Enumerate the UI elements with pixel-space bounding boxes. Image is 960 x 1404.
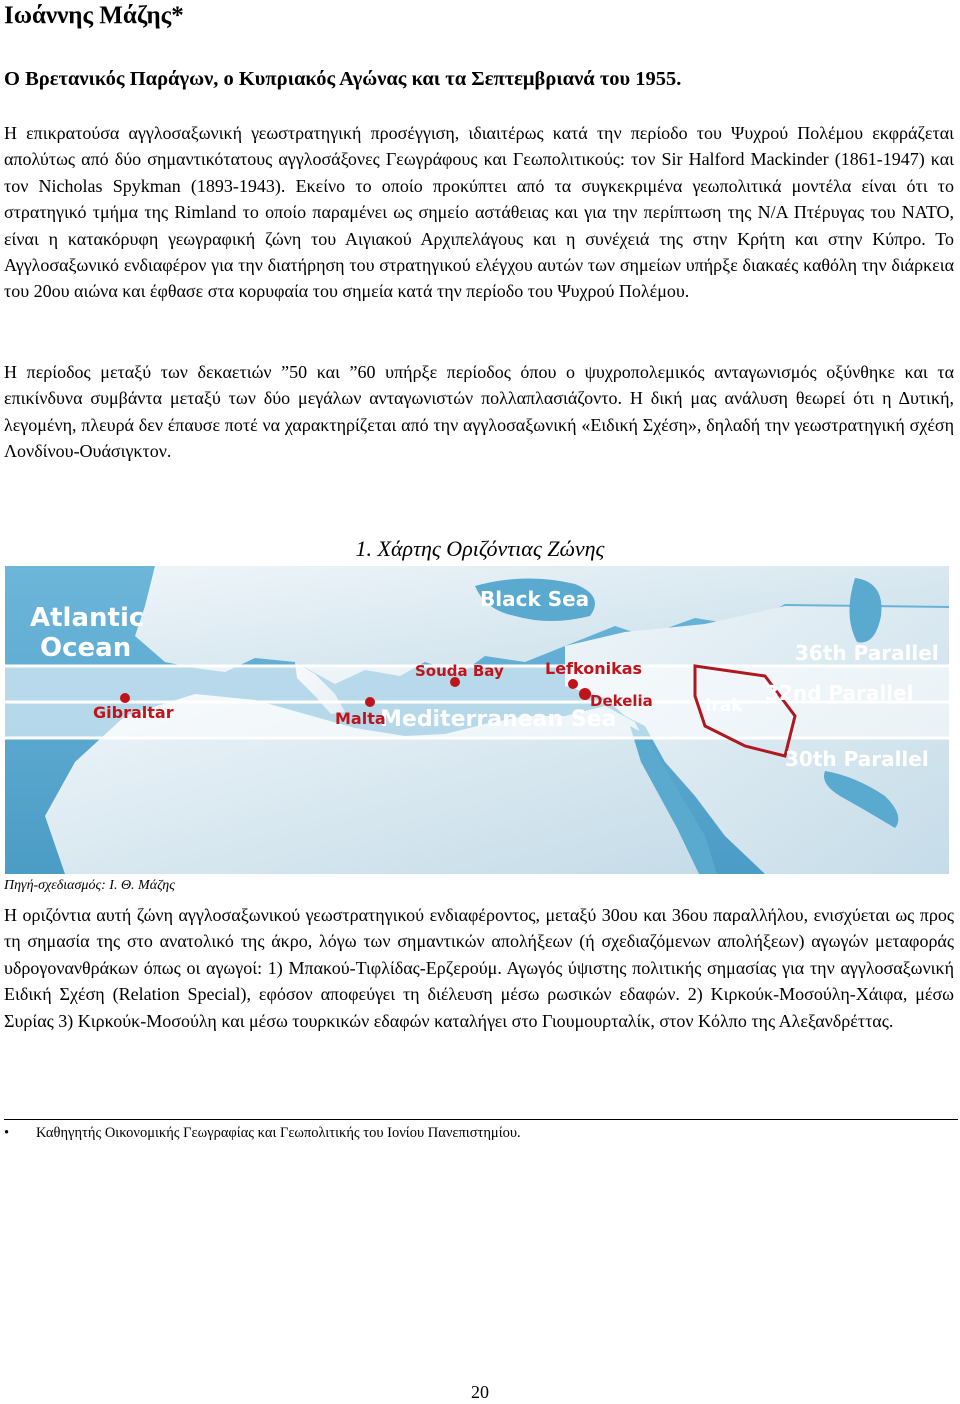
dekelia-label: Dekelia (590, 692, 653, 710)
map-source: Πηγή-σχεδιασμός: Ι. Θ. Μάζης (4, 878, 175, 893)
lefkonikas-marker (568, 679, 578, 689)
black-sea-label: Black Sea (480, 587, 590, 611)
parallel-30-label: 30th Parallel (785, 747, 929, 771)
footnote (4, 1125, 521, 1142)
page-number: 20 (471, 1382, 489, 1402)
atlantic-label-1: Atlantic (30, 603, 145, 633)
footnote-rule (4, 1119, 958, 1120)
lefkonikas-label: Lefkonikas (545, 659, 643, 678)
parallel-36-label: 36th Parallel (795, 641, 939, 665)
atlantic-label-2: Ocean (40, 633, 132, 663)
irak-label: Irak (705, 696, 743, 716)
paragraph-3: Η οριζόντια αυτή ζώνη αγγλοσαξωνικού γεωστρατηγικού ενδιαφέροντος, μεταξύ 30ου και 36ου παραλλήλου, ενισχύεται ως προς τη σημασία της στο ανατολικό της άκρο, λόγω των σημαντικών απολήξεων (ή σχεδιαζόμενων απολήξεων) αγωγών μεταφοράς υδρογονανθράκων όπως οι αγωγοί: 1) Μπακού-Τιφλίδας-Ερζερούμ. Αγωγός ύψιστης πολιτικής σημασίας για την αγγλοσαξωνική Ειδική Σχέση (Relation Special), εφόσον αποφεύγει τη διέλευση μέσω ρωσικών εδαφών. 2) Κιρκούκ-Μοσούλη-Χάιφα, μέσω Συρίας 3) Κιρκούκ-Μοσούλη και μέσω τουρκικών εδαφών καταλήγει στο Γιουμουρταλίκ, στον Κόλπο της Αλεξανδρέττας. (4, 905, 954, 1031)
map-caption: 1. Χάρτης Οριζόντιας Ζώνης (355, 536, 605, 561)
horizontal-zone-map (5, 566, 949, 874)
article-title: Ο Βρετανικός Παράγων, ο Κυπριακός Αγώνας και τα Σεπτεμβριανά του 1955. (4, 68, 682, 90)
souda-label: Souda Bay (415, 662, 504, 680)
malta-label: Malta (335, 709, 386, 728)
malta-marker (365, 697, 375, 707)
footnote-bullet: • (4, 1125, 10, 1141)
author-name: Ιωάννης Μάζης* (4, 2, 184, 29)
parallel-32-label: 32nd Parallel (765, 681, 914, 705)
med-sea-label: Mediterranean Sea (380, 707, 617, 732)
paragraph-1: Η επικρατούσα αγγλοσαξωνική γεωστρατηγική προσέγγιση, ιδιαιτέρως κατά την περίοδο του Ψυχρού Πολέμου εκφράζεται απολύτως από δύο σημαντικότατους αγγλοσάξονες Γεωγράφους και Γεωπολιτικούς: τον Sir Halford Mackinder (1861-1947) και τον Nicholas Spykman (1893-1943). Εκείνο το οποίο προκύπτει από τα συγκεκριμένα γεωπολιτικά μοντέλα είναι ότι το στρατηγικό τμήμα της Rimland το οποίο παραμένει ως σημείο αστάθειας και για την περίπτωση της Ν/Α Πτέρυγας του ΝΑΤΟ, είναι η κατακόρυφη γεωγραφική ζώνη του Αιγιακού Αρχιπελάγους και η συνέχειά της στην Κρήτη και στην Κύπρο. Το Αγγλοσαξωνικό ενδιαφέρον για την διατήρηση του στρατηγικού ελέγχου αυτών των σημείων υπήρξε διακαές καθόλη την διάρκεια του 20ου αιώνα και έφθασε στα κορυφαία του σημεία κατά την περίοδο του Ψυχρού Πολέμου. (4, 123, 954, 302)
gibraltar-marker (120, 693, 130, 703)
map-graphic (5, 566, 949, 874)
paragraph-2: Η περίοδος μεταξύ των δεκαετιών ”50 και ”60 υπήρξε περίοδος όπου ο ψυχροπολεμικός ανταγωνισμός οξύνθηκε και τα επικίνδυνα συμβάντα μεταξύ των δύο μεγάλων ανταγωνιστών πολλαπλασιάζοντο. Η δική μας ανάλυση θεωρεί ότι η Δυτική, λεγομένη, πλευρά δεν έπαυσε ποτέ να χαρακτηρίζεται από την αγγλοσαξωνική «Ειδική Σχέση», δηλαδή την γεωστρατηγική σχέση Λονδίνου-Ουάσιγκτον. (4, 362, 954, 462)
gibraltar-label: Gibraltar (93, 703, 174, 722)
footnote-text: Καθηγητής Οικονομικής Γεωγραφίας και Γεωπολιτικής του Ιονίου Πανεπιστημίου. (36, 1125, 521, 1141)
